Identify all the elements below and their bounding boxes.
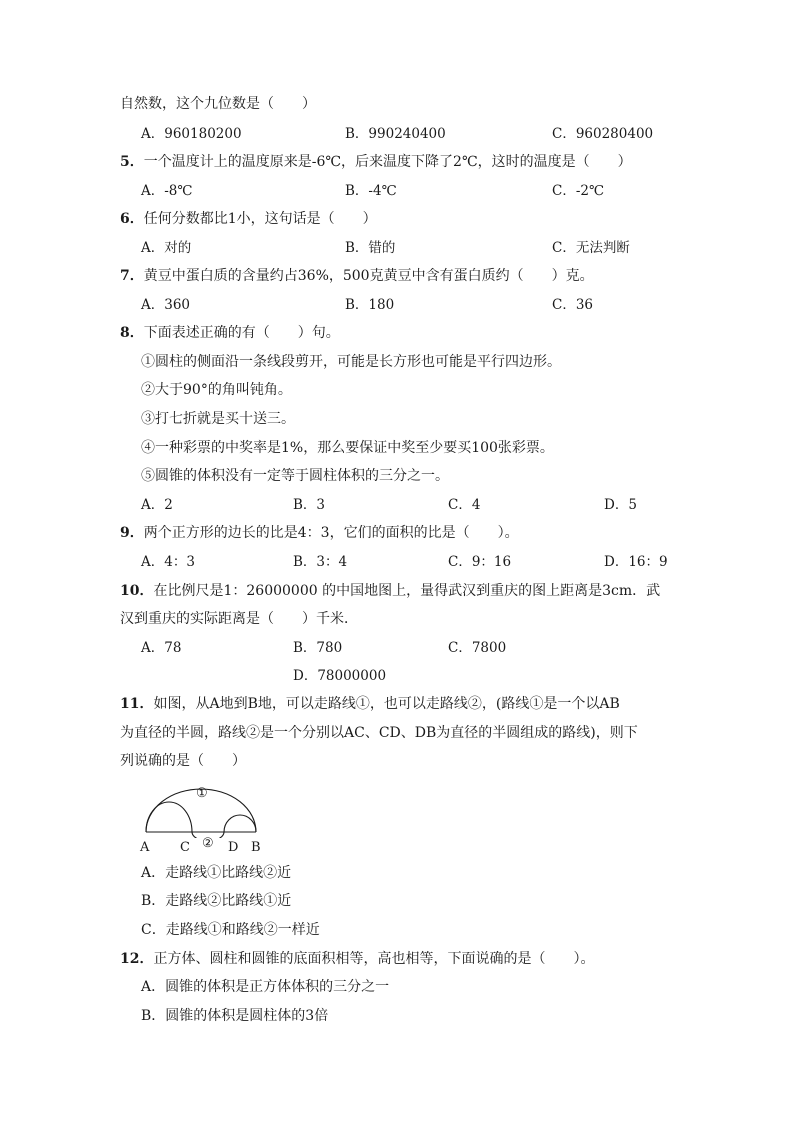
q5-stem [120, 152, 632, 172]
q9-option-d: D．16：9 [604, 554, 668, 570]
route-2-arc-db [224, 815, 256, 832]
q10-number: 10． [120, 583, 154, 599]
q9-option-c: C．9：16 [448, 554, 512, 570]
q5-option-b: B．-4℃ [345, 183, 397, 199]
q8-statement-2: ②大于90°的角叫钝角。 [141, 382, 292, 398]
q10-stem-line-1 [120, 581, 660, 601]
route-1-label: ① [196, 786, 208, 801]
q7-number: 7． [120, 268, 144, 284]
q9-option-a: A．4：3 [141, 554, 195, 570]
q12-number: 12． [120, 951, 154, 967]
q10-text-1: 在比例尺是1：26000000 的中国地图上，量得武汉到重庆的图上距离是3cm．武 [153, 583, 661, 599]
q5-option-c: C．-2℃ [552, 183, 605, 199]
route-2-arc-ac [146, 802, 192, 832]
q11-stem-line-3: 列说确的是（ ） [120, 753, 246, 769]
q4-option-c: C．960280400 [552, 126, 654, 142]
q8-option-c: C．4 [448, 497, 481, 513]
q9-text: 两个正方形的边长的比是4：3，它们的面积的比是（ ）。 [143, 525, 519, 541]
q5-number: 5． [120, 154, 144, 170]
q4-option-b: B．990240400 [345, 126, 446, 142]
q7-option-c: C．36 [552, 297, 594, 313]
q11-stem-line-2: 为直径的半圆，路线②是一个分别以AC、CD、DB为直径的半圆组成的路线)，则下 [120, 725, 638, 741]
q11-option-c: C．走路线①和路线②一样近 [141, 922, 320, 938]
q10-stem-line-2: 汉到重庆的实际距离是（ ）千米． [120, 611, 358, 627]
q7-stem [120, 266, 594, 286]
q6-option-b: B．错的 [345, 240, 396, 256]
q4-continuation: 自然数，这个九位数是（ ） [120, 96, 316, 112]
q11-option-a: A．走路线①比路线②近 [141, 865, 292, 881]
q8-option-b: B．3 [293, 497, 326, 513]
q11-option-b: B．走路线②比路线①近 [141, 893, 292, 909]
point-a-label: A [140, 840, 150, 855]
q12-option-b: B．圆锥的体积是圆柱体的3倍 [141, 1008, 329, 1024]
q10-option-d: D．78000000 [293, 668, 387, 684]
q11-stem-line-1 [120, 694, 620, 714]
q8-statement-3: ③打七折就是买十送三。 [141, 411, 295, 427]
q9-stem [120, 523, 519, 543]
q8-stem [120, 323, 340, 343]
q10-option-c: C．7800 [448, 640, 507, 656]
q6-option-a: A．对的 [141, 240, 192, 256]
q11-number: 11． [120, 696, 154, 712]
point-c-label: C [180, 840, 190, 855]
q6-stem [120, 209, 377, 229]
q7-option-a: A．360 [141, 297, 191, 313]
q5-text: 一个温度计上的温度原来是-6℃，后来温度下降了2℃，这时的温度是（ ） [143, 154, 632, 170]
q12-stem [120, 949, 594, 969]
q8-statement-5: ⑤圆锥的体积没有一定等于圆柱体积的三分之一。 [141, 468, 449, 484]
point-d-label: D [228, 840, 239, 855]
q8-option-a: A．2 [141, 497, 173, 513]
q9-option-b: B．3：4 [293, 554, 348, 570]
route-2-label: ② [202, 836, 214, 851]
q4-option-a: A．960180200 [141, 126, 242, 142]
q11-route-figure [138, 782, 268, 855]
q6-text: 任何分数都比1小，这句话是（ ） [143, 211, 377, 227]
q8-option-d: D．5 [604, 497, 637, 513]
q9-number: 9． [120, 525, 144, 541]
q6-number: 6． [120, 211, 144, 227]
q10-option-a: A．78 [141, 640, 182, 656]
q12-text: 正方体、圆柱和圆锥的底面积相等，高也相等，下面说确的是（ ）。 [153, 951, 595, 967]
point-b-label: B [251, 840, 261, 855]
q8-statement-4: ④一种彩票的中奖率是1%，那么要保证中奖至少要买100张彩票。 [141, 440, 554, 456]
q11-text-1: 如图，从A地到B地，可以走路线①，也可以走路线②，(路线①是一个以AB [153, 696, 620, 712]
q5-option-a: A．-8℃ [141, 183, 193, 199]
q8-number: 8． [120, 325, 144, 341]
q8-statement-1: ①圆柱的侧面沿一条线段剪开，可能是长方形也可能是平行四边形。 [141, 354, 561, 370]
q7-option-b: B．180 [345, 297, 395, 313]
q7-text: 黄豆中蛋白质的含量约占36%，500克黄豆中含有蛋白质约（ ）克。 [143, 268, 594, 284]
q8-text: 下面表述正确的有（ ）句。 [143, 325, 340, 341]
q6-option-c: C．无法判断 [552, 240, 630, 256]
q12-option-a: A．圆锥的体积是正方体体积的三分之一 [141, 979, 390, 995]
q10-option-b: B．780 [293, 640, 343, 656]
